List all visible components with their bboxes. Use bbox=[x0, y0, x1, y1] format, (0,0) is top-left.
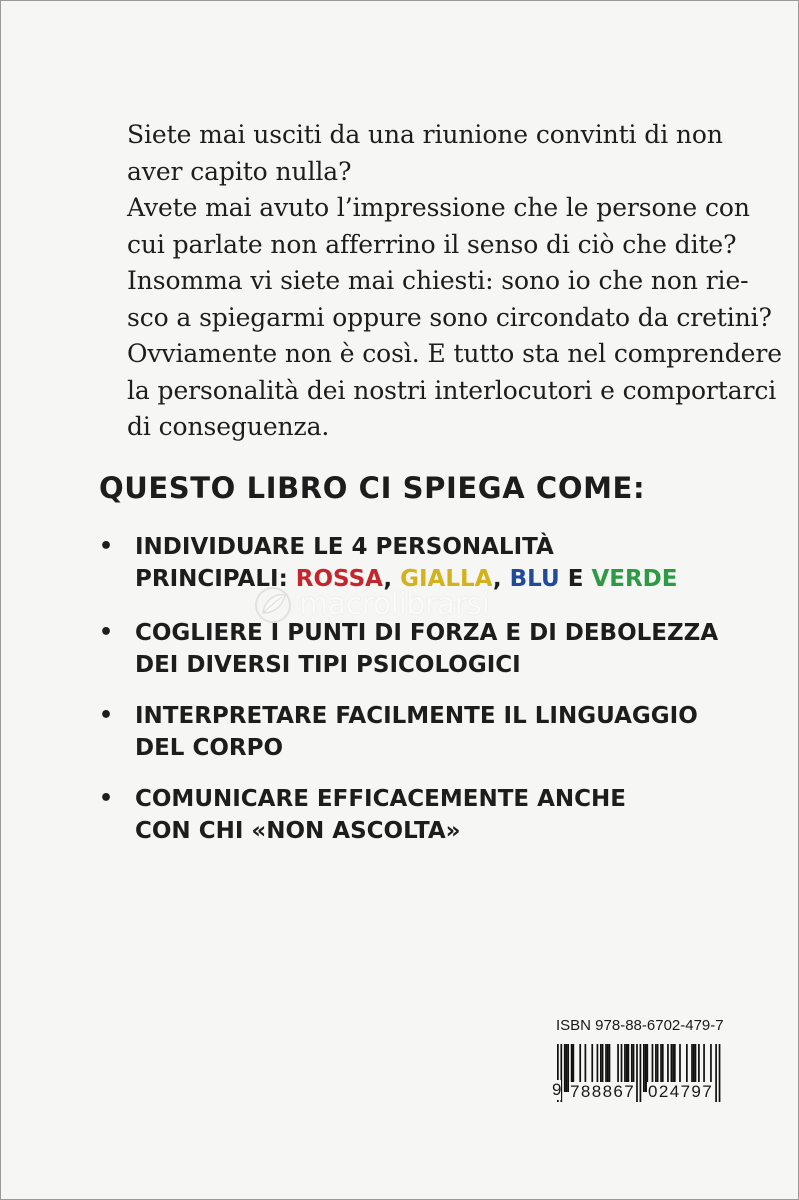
watermark bbox=[251, 583, 551, 627]
separator: , bbox=[383, 566, 401, 592]
conjunction: E bbox=[559, 566, 592, 592]
bullet-line: CON CHI «NON ASCOLTA» bbox=[135, 818, 461, 844]
blurb-line: sco a spiegarmi oppure sono circondato da cretini? bbox=[127, 302, 772, 332]
bullet-line-prefix: PRINCIPALI: bbox=[135, 566, 296, 592]
bullet-line: INDIVIDUARE LE 4 PERSONALITÀ bbox=[135, 534, 554, 560]
blurb-line: aver capito nulla? bbox=[127, 156, 352, 186]
bullet-line: DEL CORPO bbox=[135, 735, 284, 761]
separator: , bbox=[492, 566, 510, 592]
blurb-line: di conseguenza. bbox=[127, 412, 330, 441]
bullet-line: INTERPRETARE FACILMENTE IL LINGUAGGIO bbox=[135, 703, 698, 729]
bullet-line: DEI DIVERSI TIPI PSICOLOGICI bbox=[135, 652, 521, 678]
color-word-green: VERDE bbox=[591, 566, 678, 592]
isbn-label: ISBN 978-88-6702-479-7 bbox=[556, 1017, 724, 1034]
blurb-line: Ovviamente non è così. E tutto sta nel comprendere bbox=[127, 339, 782, 368]
bullet-dot: • bbox=[99, 786, 114, 811]
bullet-line: COGLIERE I PUNTI DI FORZA E DI DEBOLEZZA bbox=[135, 620, 719, 646]
watermark-text: macrolibrarsi bbox=[299, 587, 490, 622]
blurb-line: Siete mai usciti da una riunione convinti di non bbox=[127, 120, 723, 149]
bullet-dot: • bbox=[99, 534, 114, 559]
blurb-paragraph bbox=[127, 117, 782, 446]
color-word-red: ROSSA bbox=[295, 566, 384, 592]
barcode-right-digits: 024797 bbox=[648, 1082, 714, 1101]
leaf-logo-icon bbox=[251, 585, 295, 625]
bullet-text bbox=[135, 700, 698, 764]
section-heading: QUESTO LIBRO CI SPIEGA COME: bbox=[99, 471, 646, 505]
bullet-line: COMUNICARE EFFICACEMENTE ANCHE bbox=[135, 786, 627, 812]
bullet-text bbox=[135, 783, 626, 847]
color-word-blue: BLU bbox=[509, 566, 560, 592]
barcode-left-digits: 788867 bbox=[570, 1082, 636, 1101]
blurb-line: cui parlate non afferrino il senso di ciò che dite? bbox=[127, 229, 737, 259]
bullet-dot: • bbox=[99, 620, 114, 645]
color-word-yellow: GIALLA bbox=[400, 566, 493, 592]
blurb-line: la personalità dei nostri interlocutori e comportarci bbox=[127, 375, 777, 405]
isbn-barcode bbox=[552, 1017, 727, 1117]
barcode-digits bbox=[552, 1080, 727, 1102]
barcode-lead-digit: 9 bbox=[552, 1080, 562, 1099]
blurb-line: Insomma vi siete mai chiesti: sono io che non rie- bbox=[127, 266, 749, 295]
blurb-line: Avete mai avuto l’impressione che le persone con bbox=[127, 193, 750, 222]
bullet-dot: • bbox=[99, 703, 114, 728]
